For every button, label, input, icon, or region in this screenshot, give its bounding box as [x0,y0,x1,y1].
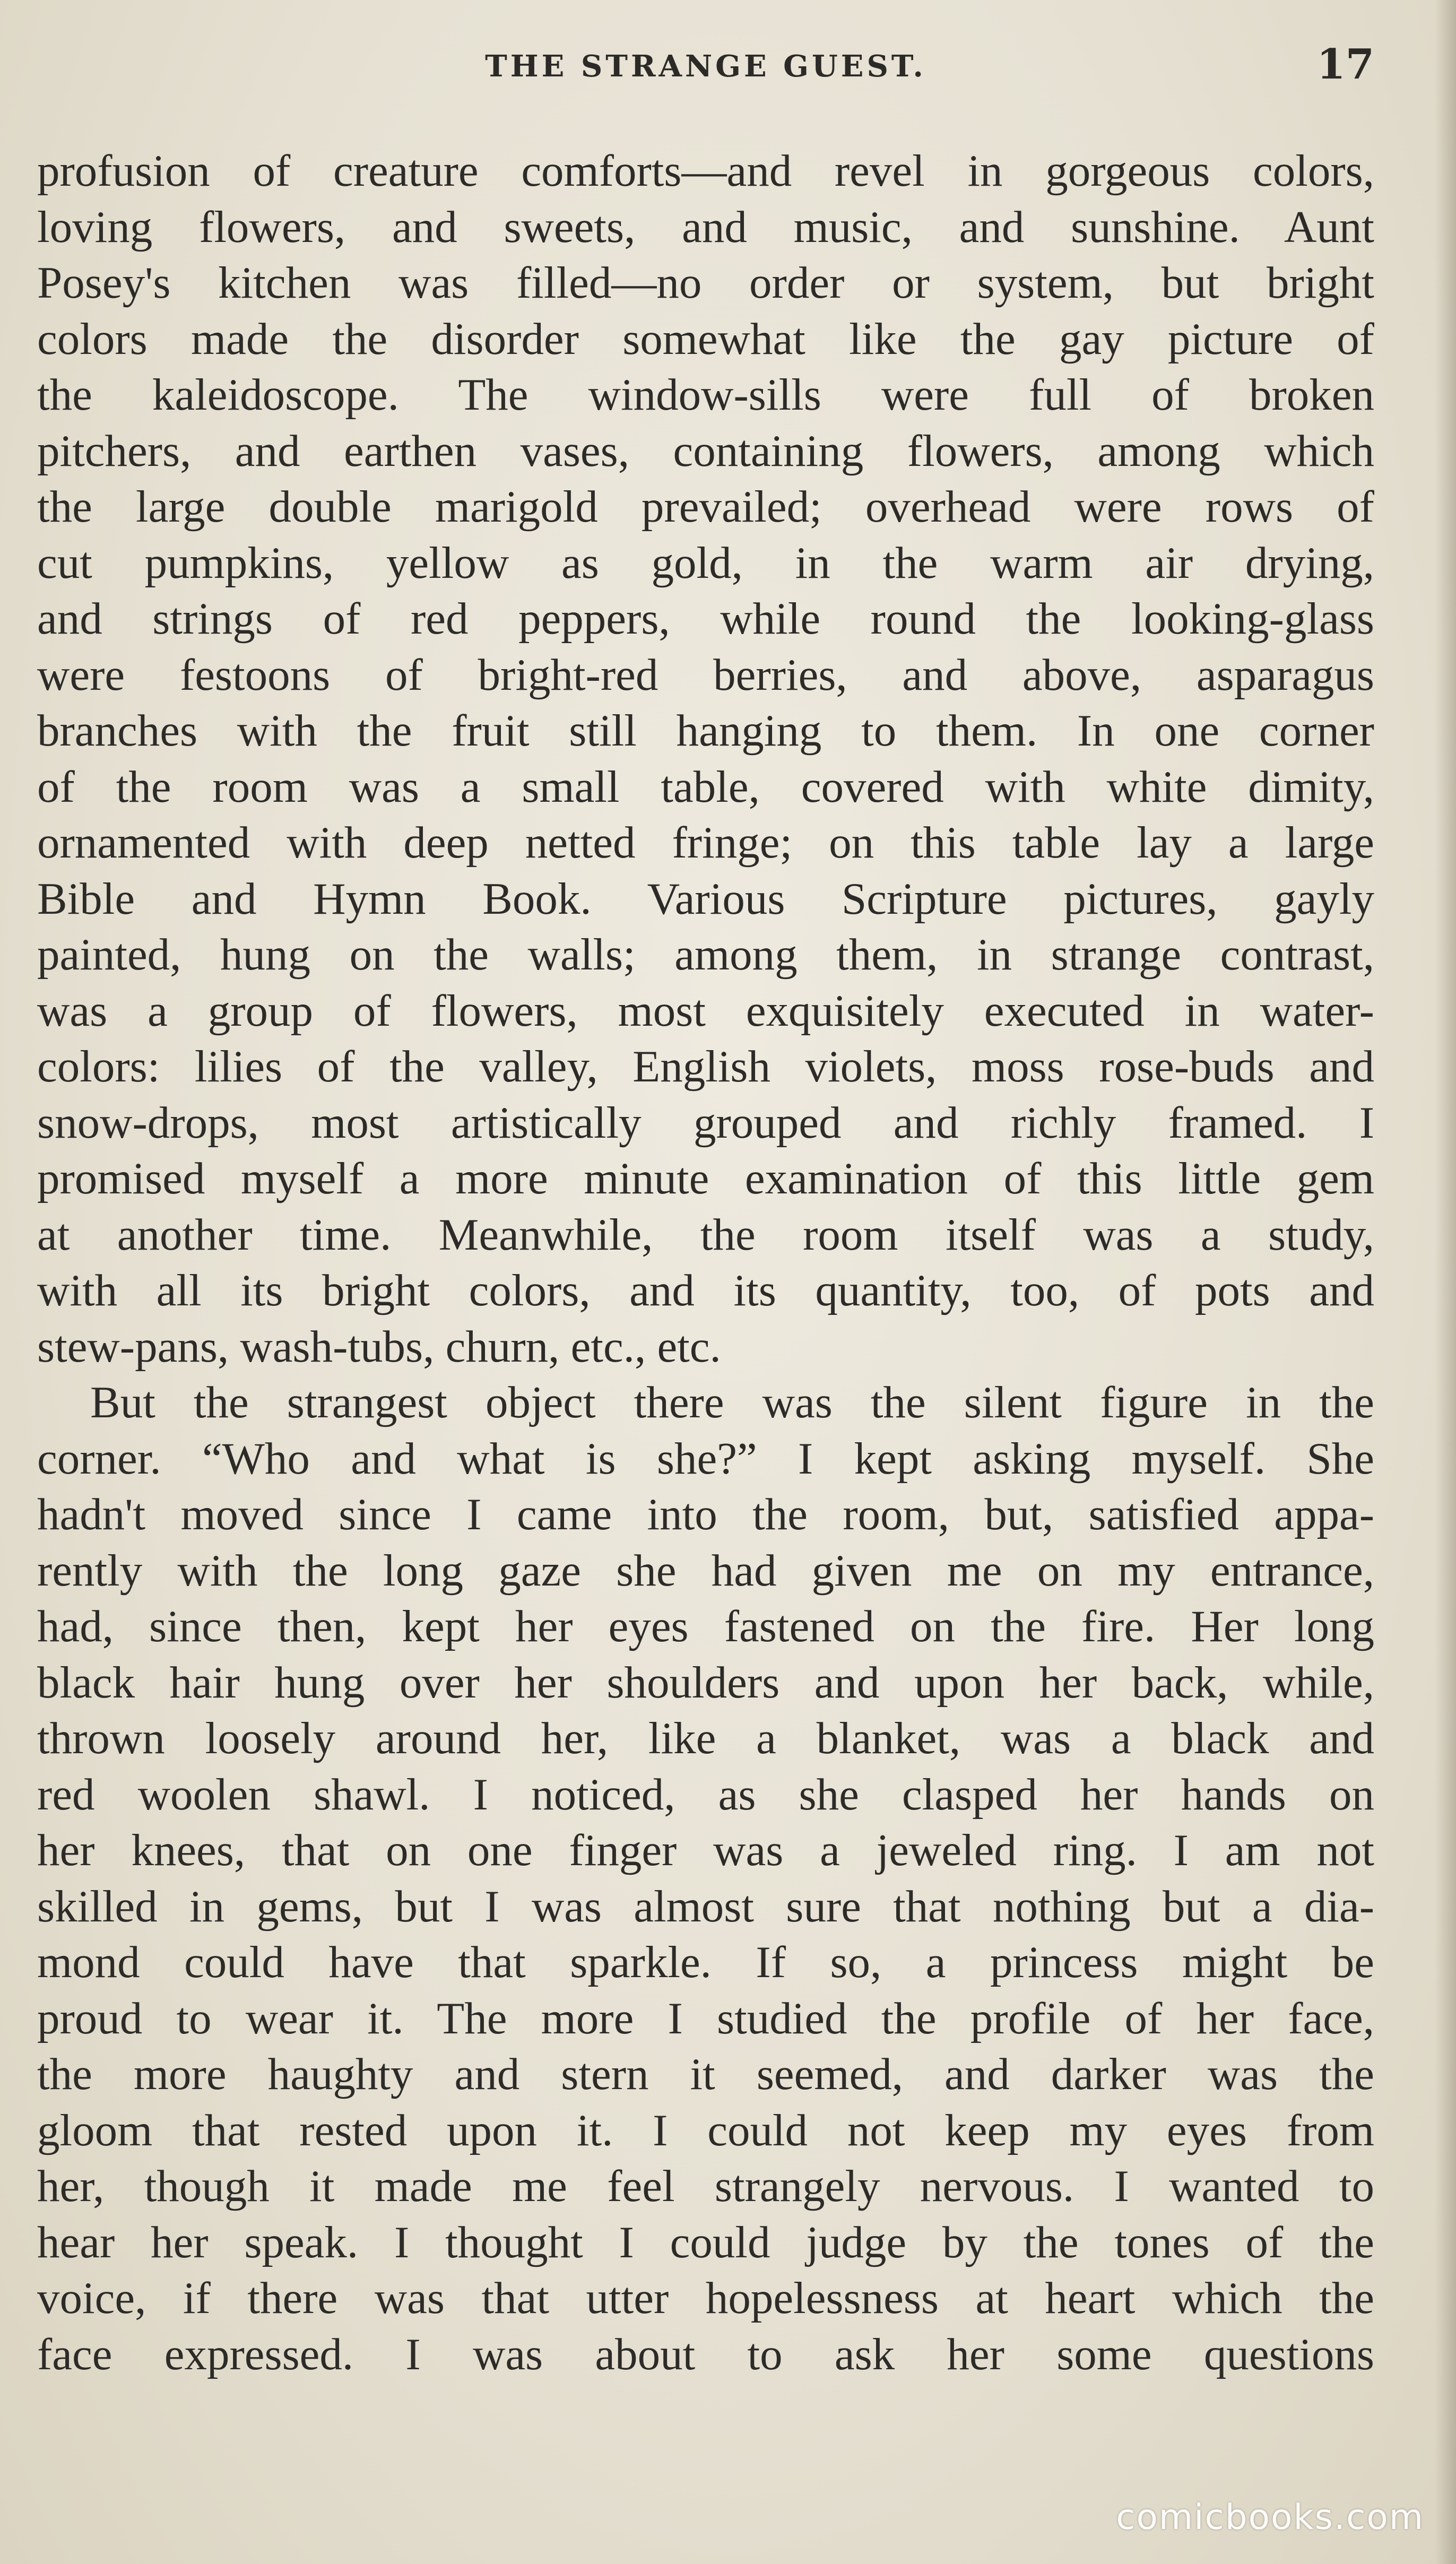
text-line: the large double marigold prevailed; overhead were rows of [37,482,1374,532]
text-line: But the strangest object there was the silent figure in the [90,1378,1374,1427]
text-line: branches with the fruit still hanging to them. In one corner [37,706,1374,756]
text-line: was a group of flowers, most exquisitely executed in water- [37,985,1374,1036]
text-line: and strings of red peppers, while round the looking-glass [37,594,1374,644]
text-line: proud to wear it. The more I studied the profile of her face, [37,1993,1374,2043]
text-line: Bible and Hymn Book. Various Scripture pictures, gayly [37,873,1374,924]
text-line: skilled in gems, but I was almost sure that nothing but a dia- [37,1881,1374,1931]
paragraph-1 [37,143,1374,1375]
paragraph-2 [37,1375,1374,2383]
text-line: were festoons of bright-red berries, and above, asparagus [37,649,1374,700]
text-line: corner. “Who and what is she?” I kept asking myself. She [37,1433,1374,1484]
text-line: loving flowers, and sweets, and music, and sunshine. Aunt [37,202,1374,252]
text-line: had, since then, kept her eyes fastened on the fire. Her long [37,1601,1374,1651]
text-line: colors made the disorder somewhat like the gay picture of [37,314,1374,364]
page-header [37,38,1374,102]
text-line: of the room was a small table, covered with white dimity, [37,761,1374,812]
text-line: gloom that rested upon it. I could not keep my eyes from [37,2105,1374,2155]
running-head: THE STRANGE GUEST. [485,49,926,84]
text-line: stew-pans, wash-tubs, churn, etc., etc. [37,1321,721,1372]
text-line: hadn't moved since I came into the room, but, satisfied appa- [37,1489,1374,1539]
text-line: with all its bright colors, and its quantity, too, of pots and [37,1266,1374,1315]
text-line: black hair hung over her shoulders and upon her back, while, [37,1657,1374,1708]
text-line: red woolen shawl. I noticed, as she clasped her hands on [37,1769,1374,1820]
page-edge-shadow [1435,0,1456,2564]
text-line: voice, if there was that utter hopelessness at heart which the [37,2273,1374,2323]
text-line: her, though it made me feel strangely nervous. I wanted to [37,2161,1374,2211]
text-line: rently with the long gaze she had given me on my entrance, [37,1545,1374,1596]
text-line: mond could have that sparkle. If so, a princess might be [37,1937,1374,1987]
text-line: the more haughty and stern it seemed, and darker was the [37,2049,1374,2099]
text-line: her knees, that on one finger was a jeweled ring. I am not [37,1825,1374,1875]
text-line: the kaleidoscope. The window-sills were full of broken [37,370,1374,420]
text-line: promised myself a more minute examination of this little gem [37,1154,1374,1203]
text-line: pitchers, and earthen vases, containing flowers, among which [37,426,1374,476]
text-line: snow-drops, most artistically grouped and richly framed. I [37,1097,1374,1148]
text-line: face expressed. I was about to ask her some questions [37,2329,1374,2379]
text-line: at another time. Meanwhile, the room itself was a study, [37,1209,1374,1260]
text-line: profusion of creature comforts—and revel in gorgeous colors, [37,146,1374,196]
page-number: 17 [1316,40,1374,89]
text-line: colors: lilies of the valley, English violets, moss rose-buds and [37,1042,1374,1092]
text-line: painted, hung on the walls; among them, in strange contrast, [37,930,1374,980]
text-line: Posey's kitchen was filled—no order or system, but bright [37,258,1374,308]
site-watermark: comicbooks.com [1116,2497,1424,2537]
text-line: thrown loosely around her, like a blanket, was a black and [37,1713,1374,1763]
text-line: hear her speak. I thought I could judge by the tones of the [37,2217,1374,2267]
text-line: ornamented with deep netted fringe; on this table lay a large [37,818,1374,868]
text-line: cut pumpkins, yellow as gold, in the warm air drying, [37,538,1374,588]
body-text [37,143,1374,2383]
